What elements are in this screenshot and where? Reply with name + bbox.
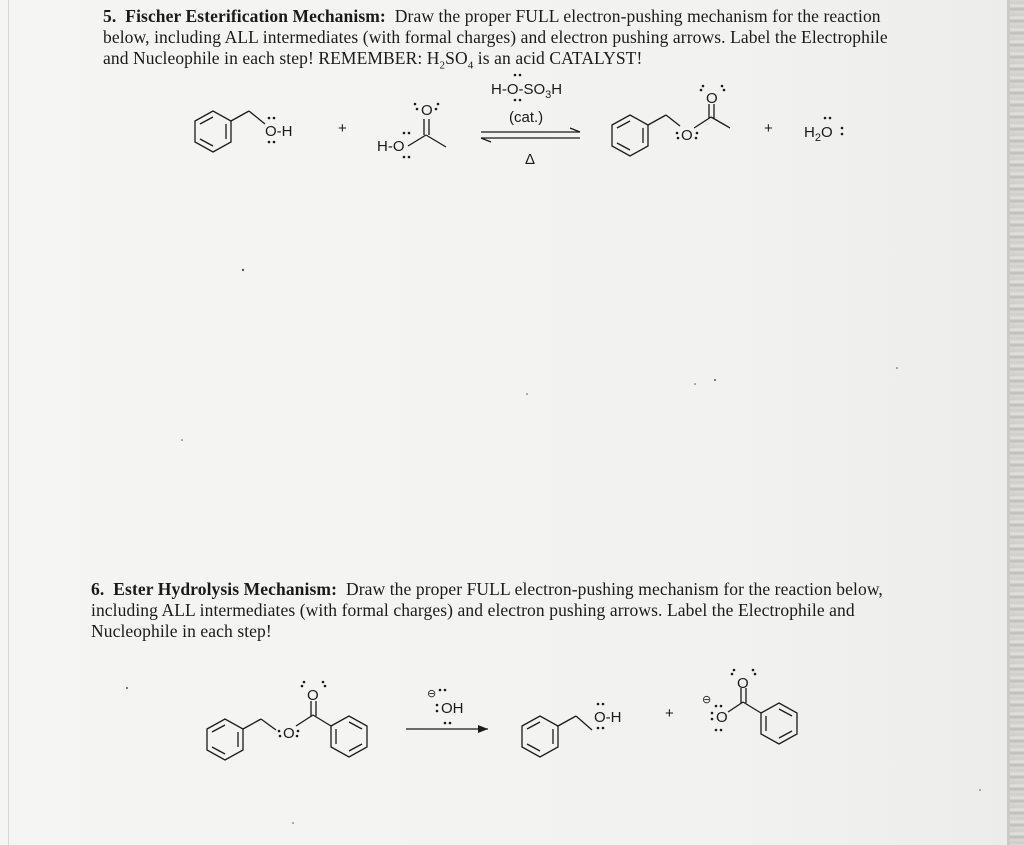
catalyst-label: (cat.) [509,109,544,126]
question-5-text-1: Draw the proper FULL electron-pushing mechanism for the reaction [394,6,881,26]
benzyl-acetate [612,85,730,156]
plus-sign-3: + [665,705,674,722]
benzoate-anion [702,669,797,744]
benzyl-alcohol [195,111,293,152]
h2so4-subscript-2: 2 [439,59,446,72]
question-6-text-1: Draw the proper FULL electron-pushing mechanism for the reaction below, [345,579,883,599]
carboxylate-charge: ⊖ [702,694,712,706]
reaction-6-conditions [406,688,488,733]
alcohol-oh-label: O-H [265,123,293,140]
ester-oxygen: O [681,127,693,144]
question-5-text-2: below, including ALL intermediates (with formal charges) and electron pushing arrows. Label the Electrophile [103,27,888,47]
question-6-number: 6. [91,579,105,599]
question-5-text-3a: and Nucleophile in each step! REMEMBER: H [103,48,440,68]
question-6-title: Ester Hydrolysis Mechanism: [113,579,337,599]
ester-oxygen: O [283,725,295,742]
water-label: $H_2O$ [804,124,833,144]
benzyl-benzoate [207,681,367,760]
plus-sign-1: + [338,120,347,137]
acid-ho-label: H-O [377,138,405,155]
question-5-text-3c: is an acid CATALYST! [473,48,643,68]
acetic-acid [377,102,446,158]
ester-carbonyl-o: O [706,90,718,107]
water [804,117,843,144]
question-5-number: 5. [103,6,117,26]
reaction-5-conditions [481,74,580,168]
product-oh-label: O-H [594,709,622,726]
sulfuric-acid-label: $H-O-SO_3H$ [491,81,563,101]
hydroxide-label: OH [441,700,464,717]
benzyl-alcohol-product [522,703,622,757]
question-6-text-3: Nucleophile in each step! [91,621,272,641]
h2so4-subscript-4: 4 [467,59,474,72]
acid-carbonyl-o: O [421,102,433,119]
carboxylate-oxygen: O [716,709,728,726]
heat-label: Δ [525,151,536,168]
plus-sign-2: + [764,120,773,137]
ester-carbonyl-o: O [307,687,319,704]
carboxylate-carbonyl-o: O [737,675,749,692]
question-5-text-3b: SO [445,48,468,68]
question-6-text-2: including ALL intermediates (with formal charges) and electron pushing arrows. Label the Electrophile and [91,600,855,620]
hydroxide-charge: ⊖ [427,688,437,700]
reaction-6 [207,669,797,760]
question-5-title: Fischer Esterification Mechanism: [125,6,386,26]
reaction-5 [195,74,843,168]
